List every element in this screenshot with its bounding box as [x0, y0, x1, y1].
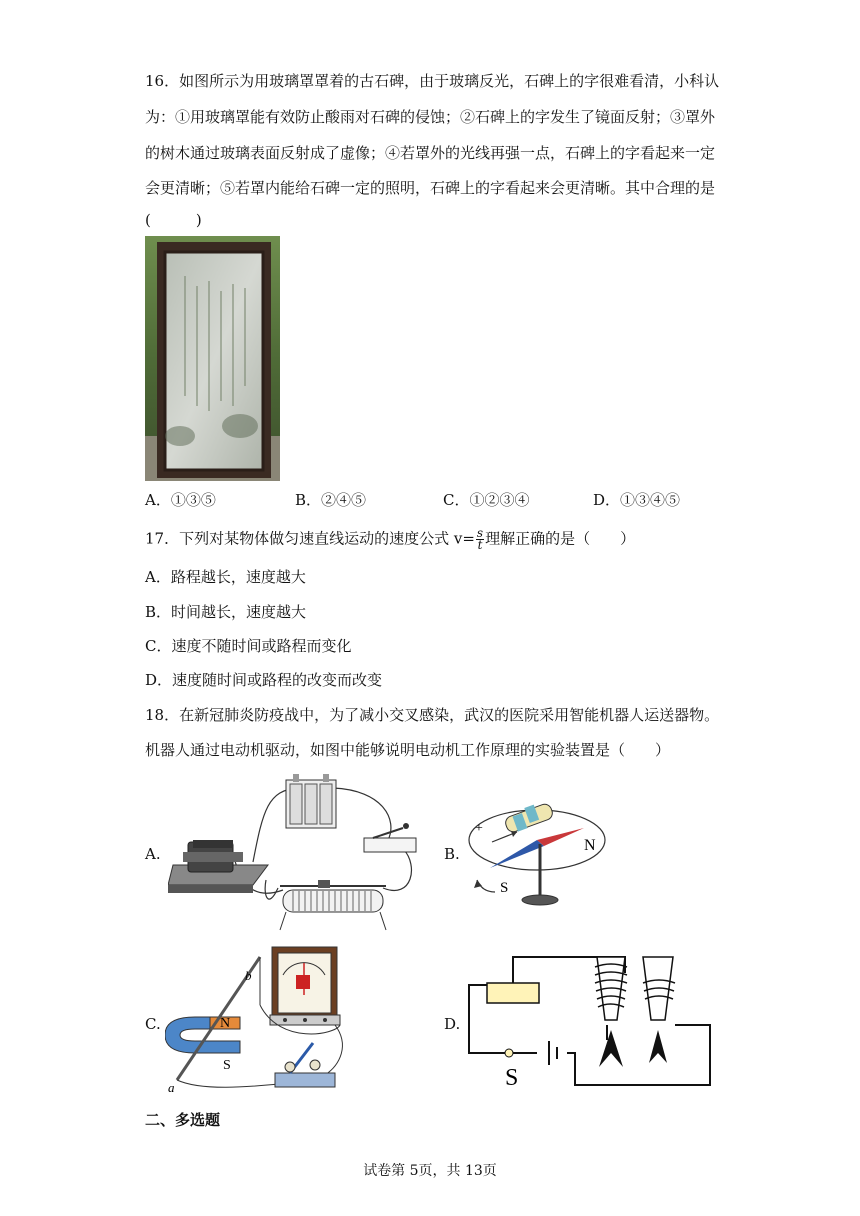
fraction-denominator: t: [477, 538, 483, 552]
south-label: S: [500, 880, 509, 896]
figure-d-electromagnet-coils: [465, 945, 715, 1095]
battery-symbol-icon: [549, 1041, 557, 1065]
q17-option-d[interactable]: D．速度随时间或路程的改变而改变: [145, 671, 383, 689]
fig-a-label[interactable]: A.: [145, 845, 161, 863]
q17-stem-after: 理解正确的是（ ）: [485, 529, 636, 548]
stele-photo: [145, 236, 280, 481]
fig-b-label[interactable]: B.: [444, 845, 460, 863]
q17-stem-before: 17．下列对某物体做匀速直线运动的速度公式 v=: [145, 529, 475, 548]
q18-line-2: 机器人通过电动机驱动，如图中能够说明电动机工作原理的实验装置是（ ）: [145, 741, 671, 759]
q16-line-4: 会更清晰；⑤若罩内能给石碑一定的照明，石碑上的字看起来会更清晰。其中合理的是: [145, 179, 716, 197]
q16-line-2: 为：①用玻璃罩能有效防止酸雨对石碑的侵蚀；②石碑上的字发生了镜面反射；③罩外: [145, 108, 716, 126]
battery-icon: [286, 774, 336, 828]
page-footer: 试卷第 5页，共 13页: [363, 1163, 497, 1179]
figure-b-oersted-experiment: [462, 780, 612, 915]
q16-line-1: 16．如图所示为用玻璃罩罩着的古石碑，由于玻璃反光，石碑上的字很难看清，小科认: [145, 72, 720, 90]
north-label: N: [220, 1016, 231, 1031]
q16-line-3: 的树木通过玻璃表面反射成了虚像；④若罩外的光线再强一点，石碑上的字看起来一定: [145, 144, 716, 162]
q16-option-d[interactable]: D．①③④⑤: [593, 491, 681, 509]
q17-option-a[interactable]: A．路程越长，速度越大: [145, 568, 306, 586]
coil-left-icon: [595, 957, 627, 1067]
section-heading: 二、多选题: [145, 1111, 221, 1129]
plus-label: +: [475, 821, 483, 836]
q16-options: [145, 489, 725, 511]
point-b-label: b: [245, 968, 252, 983]
velocity-fraction: [476, 528, 484, 551]
rheostat-icon: [280, 880, 386, 930]
electromagnet-icon: [168, 840, 268, 893]
point-a-label: a: [168, 1080, 175, 1095]
galvanometer-icon: [270, 947, 340, 1025]
switch-icon: [275, 1043, 335, 1087]
q16-option-c[interactable]: C．①②③④: [443, 491, 530, 509]
north-label: N: [584, 837, 596, 854]
figure-c-induction-experiment: [165, 945, 360, 1095]
q18-line-1: 18．在新冠肺炎防疫战中，为了减小交叉感染，武汉的医院采用智能机器人运送器物。: [145, 706, 720, 724]
battery-cylinder-icon: [504, 802, 555, 833]
resistor-icon: [487, 983, 539, 1003]
switch-icon: [364, 823, 416, 852]
q16-option-b[interactable]: B．②④⑤: [295, 491, 367, 509]
south-label: S: [223, 1058, 231, 1073]
q17-option-c[interactable]: C．速度不随时间或路程而变化: [145, 637, 352, 655]
q17-option-b[interactable]: B．时间越长，速度越大: [145, 603, 307, 621]
fraction-numerator: s: [476, 526, 484, 540]
fig-c-label[interactable]: C.: [145, 1015, 161, 1033]
q16-option-a[interactable]: A．①③⑤: [145, 491, 216, 509]
fig-d-label[interactable]: D.: [444, 1015, 461, 1033]
coil-right-icon: [643, 957, 675, 1063]
figure-a-electromagnet-circuit: [168, 770, 433, 935]
switch-s-label: S: [505, 1065, 519, 1091]
q17-stem: [145, 528, 635, 551]
q16-line-5: ( ): [145, 211, 202, 229]
compass-needle-icon: [490, 828, 584, 868]
